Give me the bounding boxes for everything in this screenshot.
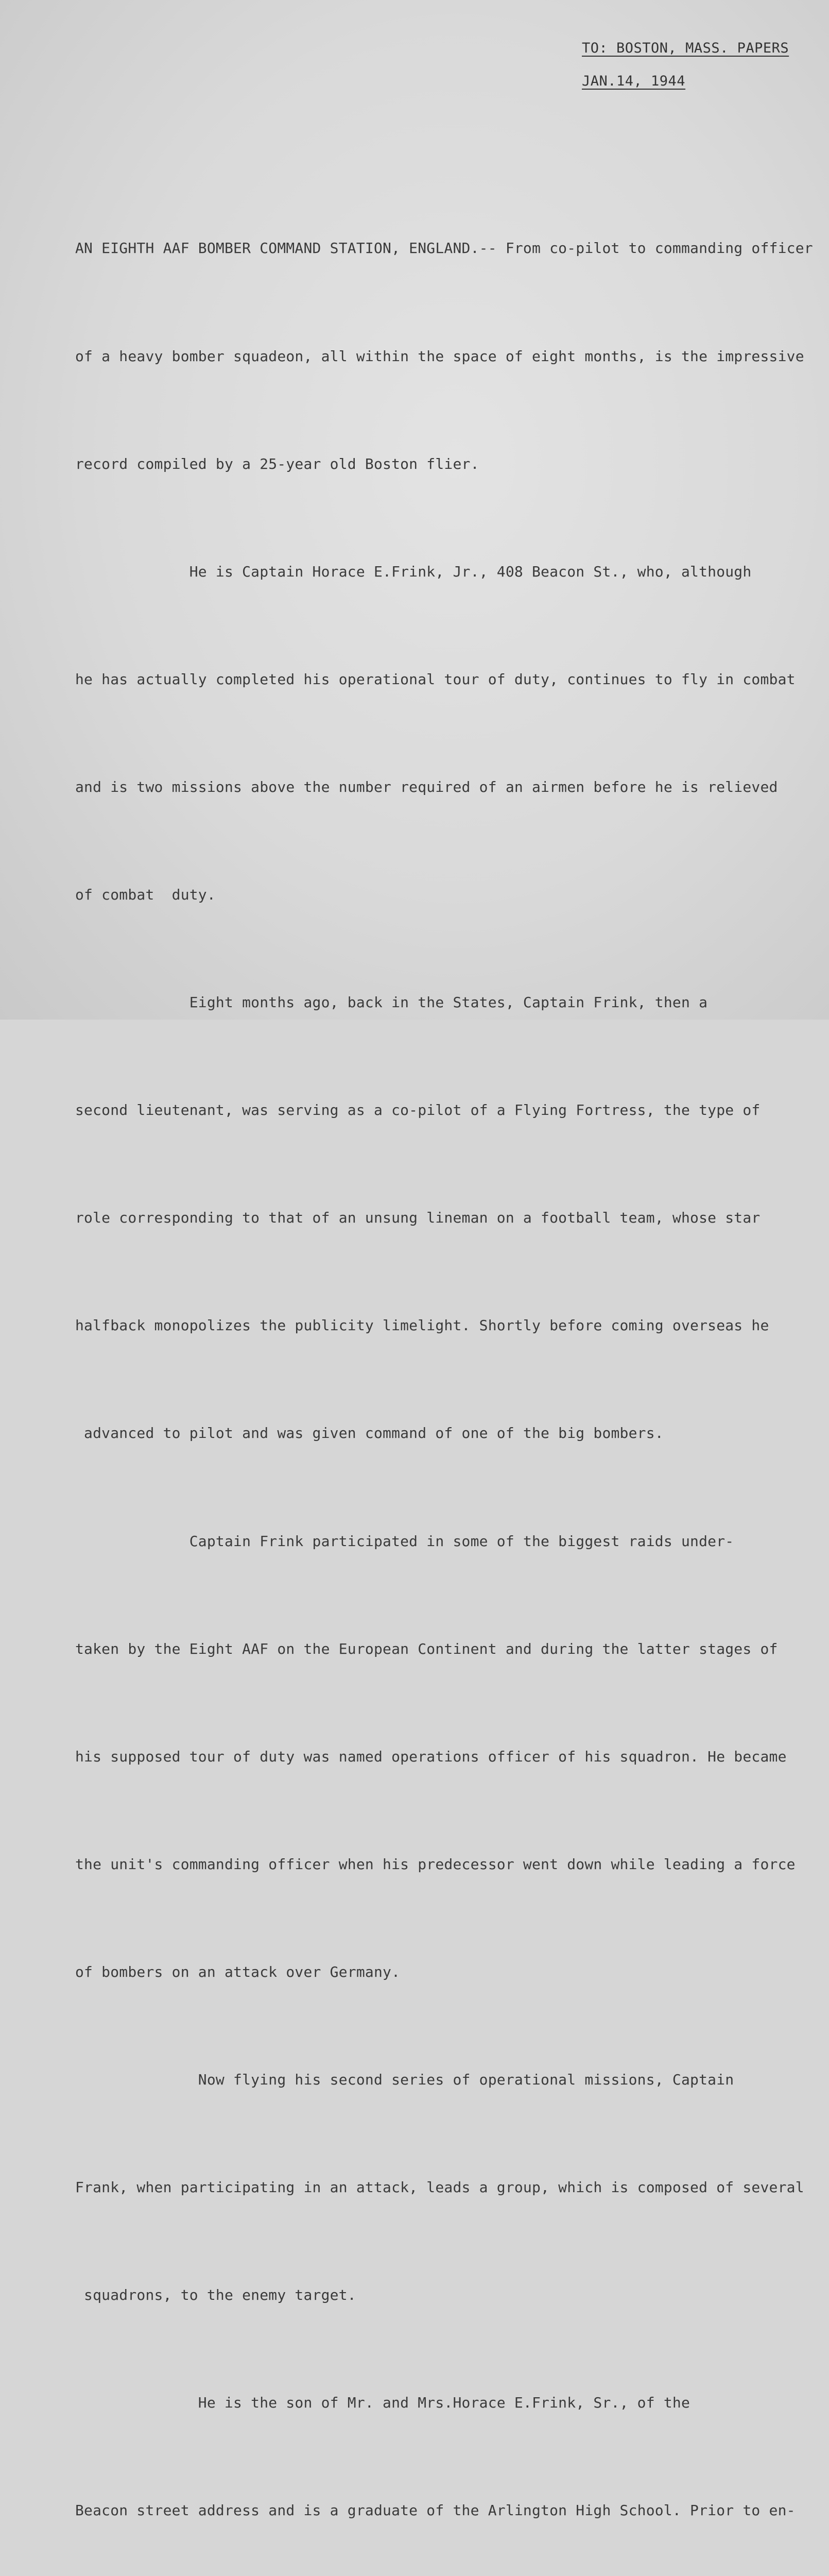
body-line: Beacon street address and is a graduate of the Arlington High School. Prior to en-	[75, 2502, 796, 2519]
body-line: taken by the Eight AAF on the European Continent and during the latter stages of	[75, 1640, 778, 1657]
body-line: AN EIGHTH AAF BOMBER COMMAND STATION, ENGLAND.-- From co-pilot to commanding officer	[75, 240, 813, 257]
body-line: his supposed tour of duty was named operations officer of his squadron. He became	[75, 1748, 787, 1765]
article-body	[75, 159, 822, 2576]
body-line: squadrons, to the enemy target.	[75, 2286, 356, 2304]
recipient-line: TO: BOSTON, MASS. PAPERS	[582, 40, 789, 56]
body-line: second lieutenant, was serving as a co-pilot of a Flying Fortress, the type of	[75, 1101, 761, 1119]
body-line: Eight months ago, back in the States, Captain Frink, then a	[75, 994, 708, 1011]
body-line: of combat duty.	[75, 886, 216, 903]
date-line: JAN.14, 1944	[582, 73, 686, 89]
body-line: halfback monopolizes the publicity limelight. Shortly before coming overseas he	[75, 1317, 769, 1334]
body-line: He is the son of Mr. and Mrs.Horace E.Frink, Sr., of the	[75, 2394, 690, 2412]
body-line: he has actually completed his operational tour of duty, continues to fly in combat	[75, 670, 796, 688]
body-line: record compiled by a 25-year old Boston flier.	[75, 455, 479, 472]
body-line: and is two missions above the number required of an airmen before he is relieved	[75, 778, 778, 795]
body-line: the unit's commanding officer when his predecessor went down while leading a force	[75, 1855, 796, 1873]
body-line: role corresponding to that of an unsung lineman on a football team, whose star	[75, 1209, 761, 1227]
body-line: of a heavy bomber squadeon, all within the space of eight months, is the impressive	[75, 347, 804, 365]
body-line: of bombers on an attack over Germany.	[75, 1963, 401, 1980]
body-line: advanced to pilot and was given command of one of the big bombers.	[75, 1425, 664, 1442]
body-line: He is Captain Horace E.Frink, Jr., 408 Beacon St., who, although	[75, 563, 752, 580]
body-line: Now flying his second series of operational missions, Captain	[75, 2071, 734, 2088]
body-line: Captain Frink participated in some of the biggest raids under-	[75, 1532, 734, 1550]
body-line: Frank, when participating in an attack, leads a group, which is composed of several	[75, 2179, 804, 2196]
